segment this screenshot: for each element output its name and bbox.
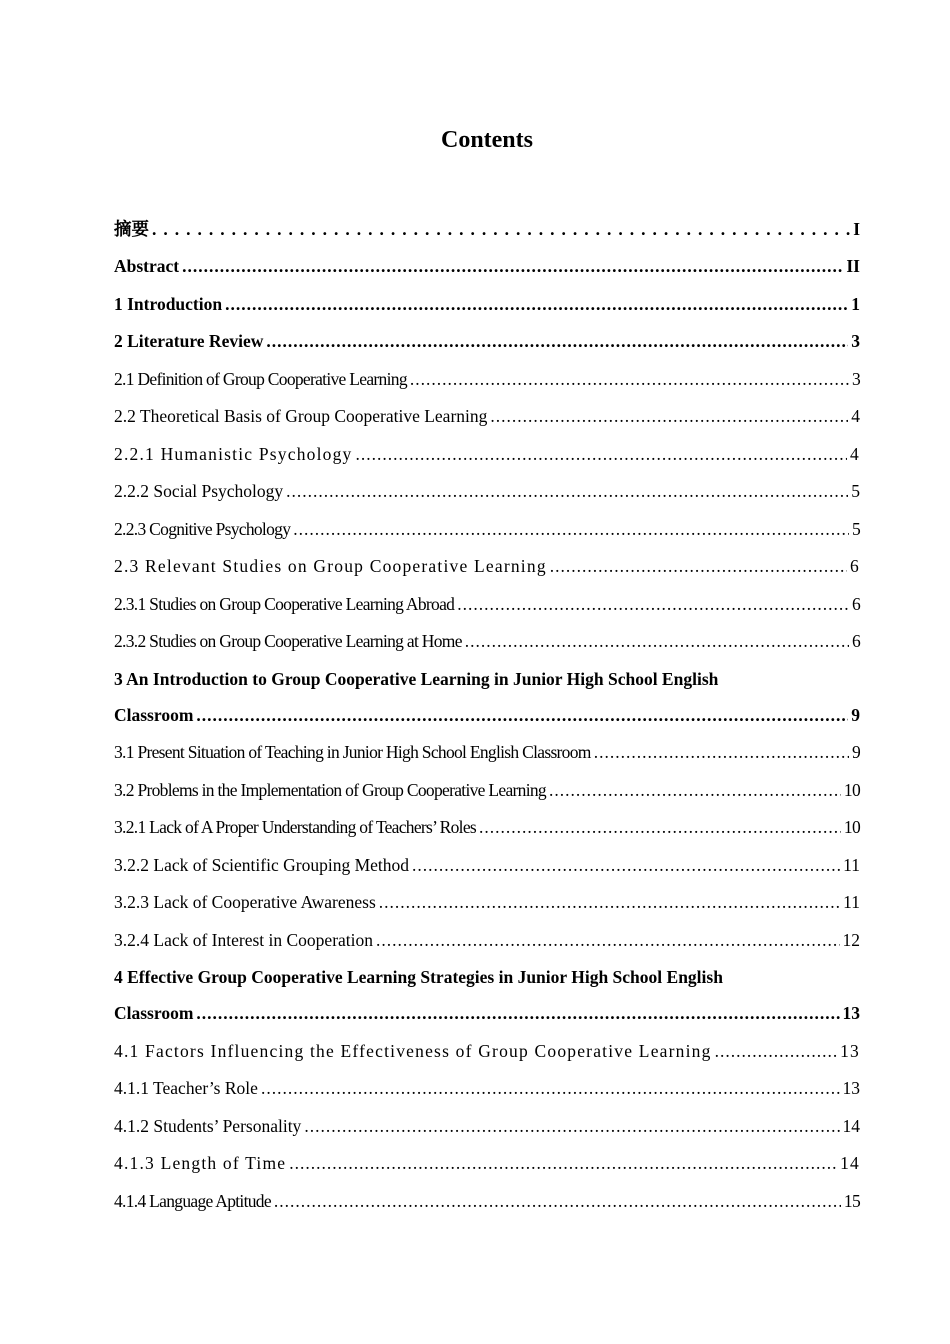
toc-page-number: 12 (842, 929, 860, 950)
toc-entry-label: 4.1.3 Length of Time (114, 1153, 287, 1173)
toc-leader-dots (289, 1150, 837, 1176)
toc-page-number: 10 (843, 817, 860, 837)
toc-leader-dots (594, 739, 849, 765)
toc-entry-3-2-2[interactable] (114, 852, 860, 890)
toc-leader-dots (182, 253, 843, 279)
toc-leader-dots (465, 628, 849, 654)
table-of-contents (114, 216, 860, 1225)
toc-leader-dots (410, 366, 849, 392)
toc-entry-label: 2.3.2 Studies on Group Cooperative Learning at Home (114, 631, 462, 651)
toc-page-number: 5 (851, 481, 860, 501)
toc-page-number: 13 (842, 1003, 860, 1023)
toc-leader-dots (286, 478, 848, 504)
toc-leader-dots (304, 1113, 839, 1139)
toc-entry-3-2-4[interactable] (114, 927, 860, 965)
toc-entry-2-2[interactable] (114, 403, 860, 441)
toc-entry-label: 2.3.1 Studies on Group Cooperative Learning Abroad (114, 593, 455, 614)
toc-entry-2-2-3[interactable] (114, 516, 860, 554)
toc-entry-2-3-2[interactable] (114, 628, 860, 666)
toc-leader-dots (274, 1188, 841, 1214)
toc-entry-chapter-4[interactable] (114, 1000, 860, 1038)
toc-entry-3-1[interactable] (114, 739, 860, 777)
toc-leader-dots (196, 702, 848, 728)
toc-entry-chapter-4-line1[interactable]: 4 Effective Group Cooperative Learning Strategies in Junior High School English (114, 967, 723, 987)
toc-entry-2-2-2[interactable] (114, 478, 860, 516)
toc-page-number: 3 (851, 331, 860, 351)
toc-entry-abstract-cn[interactable] (114, 216, 860, 253)
toc-leader-dots (715, 1038, 838, 1064)
toc-page-number: 14 (840, 1153, 860, 1173)
toc-entry-4-1-1[interactable] (114, 1075, 860, 1113)
toc-entry-label: 3.1 Present Situation of Teaching in Junior High School English Classroom (114, 742, 591, 762)
toc-entry-label: 2.2.3 Cognitive Psychology (114, 518, 291, 539)
toc-entry-2-3[interactable] (114, 553, 860, 591)
toc-page-number: 6 (851, 631, 860, 651)
toc-page-number: 5 (851, 518, 860, 539)
toc-entry-label: Abstract (114, 256, 180, 276)
toc-page-number: 4 (850, 443, 860, 464)
toc-entry-label: 1 Introduction (114, 293, 223, 314)
toc-page-number: II (846, 256, 860, 276)
toc-entry-3-2-3[interactable] (114, 889, 860, 927)
toc-leader-dots (550, 553, 847, 579)
toc-entry-label: 3.2.4 Lack of Interest in Cooperation (114, 929, 374, 950)
toc-entry-label: 2.3 Relevant Studies on Group Cooperative Learning (114, 556, 547, 576)
toc-leader-dots (152, 216, 850, 242)
toc-entry-2-3-1[interactable] (114, 591, 860, 629)
toc-entry-abstract[interactable] (114, 253, 860, 291)
toc-entry-label: 2.2 Theoretical Basis of Group Cooperative Learning (114, 406, 488, 426)
toc-leader-dots (376, 927, 839, 953)
toc-entry-label: 3.2.1 Lack of A Proper Understanding of Teachers’ Roles (114, 817, 477, 837)
toc-page-number: 9 (851, 704, 860, 725)
toc-entry-label: 3.2.2 Lack of Scientific Grouping Method (114, 854, 410, 875)
toc-page-number: 6 (850, 556, 860, 576)
toc-entry-2-2-1[interactable] (114, 441, 860, 479)
toc-page-number: 4 (851, 406, 860, 426)
toc-entry-2-1[interactable] (114, 366, 860, 404)
toc-leader-dots (549, 777, 841, 803)
toc-leader-dots (457, 591, 849, 617)
toc-page-number: 3 (851, 368, 860, 389)
toc-entry-label: 3.2.3 Lack of Cooperative Awareness (114, 892, 376, 912)
toc-leader-dots (479, 814, 841, 840)
toc-entry-label: 4.1.1 Teacher’s Role (114, 1078, 258, 1098)
toc-entry-4-1-4[interactable] (114, 1188, 860, 1226)
toc-page-number: 10 (843, 779, 860, 800)
toc-entry-label: 摘要 (114, 219, 149, 239)
toc-entry-3-2-1[interactable] (114, 814, 860, 852)
toc-entry-label: 3.2 Problems in the Implementation of Group Cooperative Learning (114, 779, 546, 800)
toc-leader-dots (356, 441, 848, 467)
toc-entry-chapter-3[interactable] (114, 702, 860, 740)
toc-page-number: 11 (843, 892, 860, 912)
toc-page-number: 6 (851, 593, 860, 614)
toc-entry-label: 4.1.4 Language Aptitude (114, 1190, 271, 1211)
toc-leader-dots (379, 889, 840, 915)
toc-entry-4-1-2[interactable] (114, 1113, 860, 1151)
toc-leader-dots (196, 1000, 839, 1026)
toc-leader-dots (266, 328, 848, 354)
toc-entry-introduction[interactable] (114, 291, 860, 329)
toc-entry-3-2[interactable] (114, 777, 860, 815)
toc-page-number: I (853, 219, 860, 239)
toc-entry-label: Classroom (114, 1003, 194, 1023)
toc-page-number: 13 (842, 1078, 860, 1098)
toc-entry-label: 2.2.1 Humanistic Psychology (114, 443, 353, 464)
page-title: Contents (440, 127, 533, 153)
toc-page-number: 15 (843, 1190, 860, 1211)
toc-entry-label: 4.1 Factors Influencing the Effectiveness of Group Cooperative Learning (114, 1040, 712, 1061)
toc-entry-label: 2.2.2 Social Psychology (114, 481, 284, 501)
toc-page-number: 13 (840, 1040, 860, 1061)
toc-leader-dots (412, 852, 840, 878)
toc-leader-dots (261, 1075, 840, 1101)
toc-entry-4-1-3[interactable] (114, 1150, 860, 1188)
toc-leader-dots (490, 403, 848, 429)
toc-leader-dots (293, 516, 849, 542)
toc-entry-chapter-3-line1[interactable]: 3 An Introduction to Group Cooperative Learning in Junior High School English (114, 668, 719, 689)
toc-page-number: 1 (851, 293, 860, 314)
toc-page-number: 14 (842, 1115, 860, 1136)
toc-entry-label: 4.1.2 Students’ Personality (114, 1115, 302, 1136)
toc-entry-label: Classroom (114, 704, 194, 725)
toc-entry-4-1[interactable] (114, 1038, 860, 1076)
toc-page-number: 11 (843, 854, 860, 875)
toc-entry-literature-review[interactable] (114, 328, 860, 366)
toc-entry-label: 2.1 Definition of Group Cooperative Learning (114, 368, 407, 389)
toc-leader-dots (225, 291, 848, 317)
toc-entry-label: 2 Literature Review (114, 331, 264, 351)
toc-page-number: 9 (851, 742, 860, 762)
